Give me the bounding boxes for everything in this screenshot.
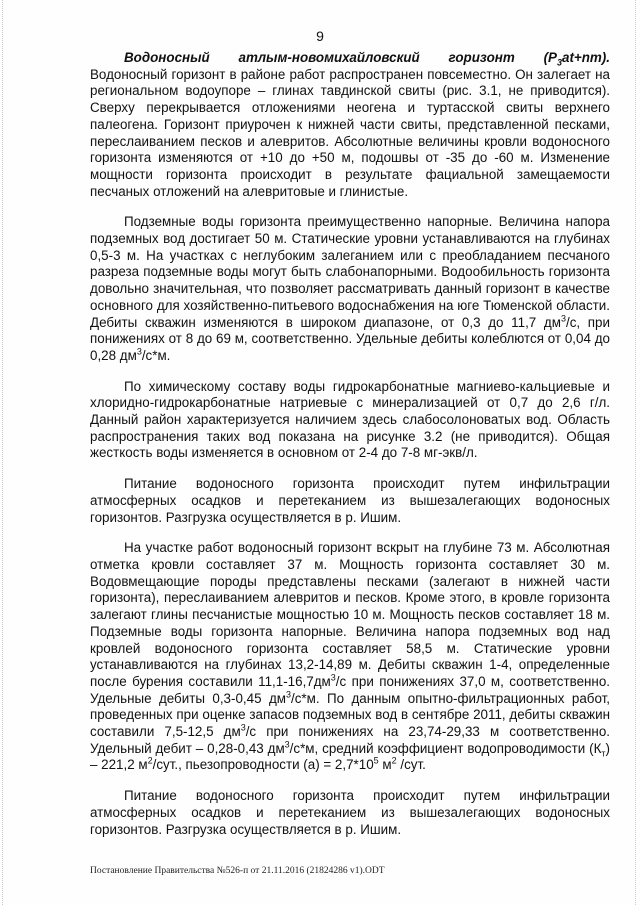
paragraph-site: На участке работ водоносный горизонт вскрыт на глубине 73 м. Абсолютная отметка кровли составляет 37 м. Мощность горизонта составляет 30 м. Водовмещающие породы представлены песками (залегают в нижней части горизонта), переслаиванием алевритов и песков. Кроме этого, в кровле горизонта залегают глины песчанистые мощностью 10 м. Мощность песков составляет 18 м. Подземные воды горизонта напорные. Величина напора подземных вод над кровлей водоносного горизонта составляет 58,5 м. Статические уровни устанавливаются на глубинах 13,2-14,89 м. Дебиты скважин 1-4, определенные после бурения составили $11,1-16,7дм^3/с$ при понижениях 37,0 м, соответственно. Удельные дебиты 0,3-0,45 $дм^3/с*м$. По данным опытно-фильтрационных работ, проведенных при оценке запасов подземных вод в сентябре 2011, дебиты скважин составили 7,5-12,5 $дм^3/с$ при понижениях на 23,74-29,33 м соответственно. Удельный дебит – 0,28-0,43 $дм^3/с*м$, средний коэффициент водопроводимости $(К_т) - 221,2$ $м^2$/сут., пьезопроводности $(а) = 2,7*10^5$ $м^2$ /сут. <box>90 540 611 773</box>
paragraph-text: Водоносный горизонт в районе работ распространен повсеместно. Он залегает на региональном водоупоре – глинах тавдинской свиты (рис. 3.1, не приводится). Сверху перекрывается отложениями неогена и туртасской свиты верхнего палеогена. Горизонт приурочен к нижней части свиты, представленной песками, переслаиванием песков и алевритов. Абсолютные величины кровли водоносного горизонта изменяются от +10 до +50 м, подошвы от -35 до -60 м. Изменение мощности горизонта происходит в результате фациальной замещаемости песчаных отложений на алевритовые и глинистые. <box>90 66 610 199</box>
scan-edge-left <box>2 0 4 905</box>
paragraph-chemistry: По химическому составу воды гидрокарбонатные магниево-кальциевые и хлоридно-гидрокарбонатные натриевые с минерализацией от 0,7 до 2,6 г/л. Данный район характеризуется наличием здесь слабосолоноватых вод. Область распространения таких вод показана на рисунке 3.2 (не приводится). Общая жесткость воды изменяется в основном от 2-4 до 7-8 мг-экв/л. <box>90 378 610 461</box>
paragraph-pressure: Подземные воды горизонта преимущественно напорные. Величина напора подземных вод достигает 50 м. Статические уровни устанавливаются на глубинах 0,5-3 м. На участках с неглубоким залеганием или с преобладанием песчаного разреза подземные воды могут быть слабонапорными. Водообильность горизонта довольно значительная, что позволяет рассматривать данный горизонт в качестве основного для хозяйственно-питьевого водоснабжения на юге Тюменской области. Дебиты скважин изменяются в широком диапазоне, от 0,3 до 11,7 $дм^3/с$, при понижениях от 8 до 69 м, соответственно. Удельные дебиты колеблются от 0,04 до 0,28 $дм^3/с*м$. <box>90 214 610 363</box>
aquifer-index: $(P_3at+nm)$. <box>543 50 610 68</box>
paragraph-recharge-site: Питание водоносного горизонта происходит путем инфильтрации атмосферных осадков и перетеканием из вышезалегающих водоносных горизонтов. Разгрузка осуществляется в р. Ишим. <box>90 788 610 837</box>
section-heading: Водоносный атлым-новомихайловский горизонт <box>124 50 515 65</box>
document-footer: Постановление Правительства №526-п от 21.11.2016 (21824286 v1).ODT <box>90 866 385 876</box>
scan-edge-right <box>635 0 637 905</box>
page-number: 9 <box>316 28 324 44</box>
body-text <box>90 50 610 852</box>
paragraph-aquifer-description <box>90 50 610 200</box>
paragraph-recharge: Питание водоносного горизонта происходит путем инфильтрации атмосферных осадков и перетеканием из вышезалегающих водоносных горизонтов. Разгрузка осуществляется в р. Ишим. <box>90 476 610 525</box>
